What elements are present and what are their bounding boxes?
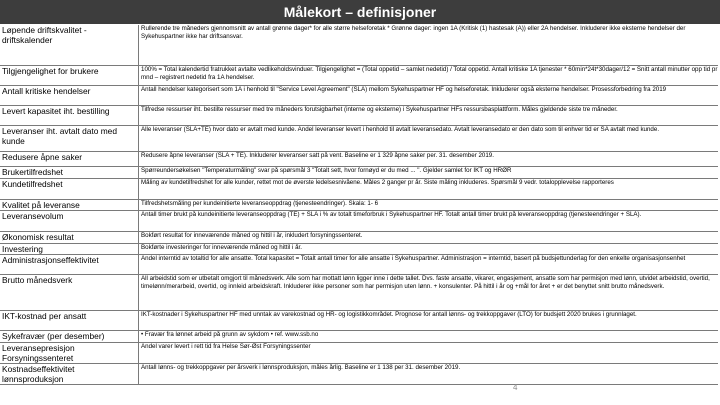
page-number: 4: [513, 383, 518, 392]
slide-title: Målekort – definisjoner: [0, 0, 720, 24]
table-row: [0, 25, 718, 65]
kpi-definition: Andel interntid av totaltid for alle ansatte. Total kapasitet = Totalt antall timer for alle ansatte i Sykehuspartner. Administrasjon = interntid, basert på budsjettunderlag for den enkelte organisasjonsenhet: [139, 254, 719, 274]
table-row: [0, 330, 718, 342]
kpi-definition: • Fravær fra lønnet arbeid på grunn av sykdom • ref. www.ssb.no: [139, 330, 719, 342]
table-row: [0, 274, 718, 310]
kpi-definition: Antall timer brukt på kundeinitierte leveranseoppdrag (TE) + SLA i % av totalt timeforbruk i Sykehuspartner HF. Totalt antall timer brukt på leveranseoppdrag (tjenesteendringer + SLA).: [139, 210, 719, 231]
kpi-definition: Alle leveranser (SLA+TE) hvor dato er avtalt med kunde. Andel leveranser levert i henhold til avtalt leveransedato. Avtalt leveransedato er den dato som til enhver tid er SA avtalt med kunde.: [139, 125, 719, 151]
kpi-definition: IKT-kostnader i Sykehuspartner HF med unntak av varekostnad og HR- og logistikkområdet. Prognose for antall lønns- og trekkoppgaver (LTO) for budsjett 2020 brukes i grunnlaget.: [139, 310, 719, 330]
kpi-term: Investering: [0, 243, 139, 254]
kpi-term: IKT-kostnad per ansatt: [0, 310, 139, 330]
table-row: [0, 85, 718, 105]
kpi-term: Kostnadseffektivitet lønnsproduksjon: [0, 363, 139, 384]
kpi-term: Brukertilfredshet: [0, 166, 139, 178]
kpi-definition: Bokførte investeringer for inneværende måned og hittil i år.: [139, 243, 719, 254]
kpi-definition: Spørreundersøkelsen "Temperaturmåling" svar på spørsmål 3 "Totalt sett, hvor fornøyd er du med ... ". Gjelder samlet for IKT og HRØR: [139, 166, 719, 178]
table-row: [0, 125, 718, 151]
kpi-term: Leveransepresisjon Forsyningssenteret: [0, 342, 139, 363]
table-row: [0, 363, 718, 384]
table-row: [0, 231, 718, 243]
kpi-definition: All arbeidstid som er utbetalt omgjort til månedsverk. Alle som har mottatt lønn ligger inne i dette tallet. Dvs. faste ansatte, vikarer, engasjement, ansatte som har permisjon med lønn, utvidet arbeidstid, overtid, timelønn/merarbeid, overtid, og innleid arbeidskraft. Inkluderer ikke personer som har permisjon uten lønn. + konsulenter. På hittil i år og +mål for året + er det benyttet snitt brutto månedsverk.: [139, 274, 719, 310]
table-row: [0, 178, 718, 199]
kpi-term: Kvalitet på leveranse: [0, 199, 139, 210]
kpi-term: Økonomisk resultat: [0, 231, 139, 243]
table-row: [0, 105, 718, 125]
definitions-table: [0, 25, 718, 385]
kpi-term: Levert kapasitet iht. bestilling: [0, 105, 139, 125]
kpi-term: Leveranser iht. avtalt dato med kunde: [0, 125, 139, 151]
table-row: [0, 310, 718, 330]
kpi-definition: Måling av kundetilfredshet for alle kunder, rettet mot de øverste ledelsesnivåene. Måles 2 ganger pr år. Siste måling inkluderes. Spørsmål 9 vedr. totalopplevelse rapporteres: [139, 178, 719, 199]
table-row: [0, 65, 718, 85]
kpi-definition: Antall hendelser kategorisert som 1A i henhold til "Service Level Agreement" (SLA) mellom Sykehuspartner HF og helseforetak. Inkluderer også eksterne hendelser. Prosessforbedring fra 2019: [139, 85, 719, 105]
kpi-term: Kundetilfredshet: [0, 178, 139, 199]
table-row: [0, 166, 718, 178]
kpi-term: Tilgjengelighet for brukere: [0, 65, 139, 85]
kpi-definition: Andel varer levert i rett tid fra Helse Sør-Øst Forsyningssenter: [139, 342, 719, 363]
kpi-term: Redusere åpne saker: [0, 151, 139, 166]
table-row: [0, 199, 718, 210]
kpi-definition: 100% = Total kalendertid fratrukket avtalte vedlikeholdsvinduer. Tilgjengelighet = (Total oppetid – samlet nedetid) / Total oppetid. Antall kritiske 1A tjenester * 60min*24t*30dager/12 = Snitt antall minutter opp tid pr mnd – registrert nedetid fra 1A hendelser.: [139, 65, 719, 85]
kpi-term: Antall kritiske hendelser: [0, 85, 139, 105]
table-row: [0, 243, 718, 254]
kpi-term: Administrasjonseffektivitet: [0, 254, 139, 274]
kpi-definition: Rullerende tre måneders gjennomsnitt av antall grønne dager* for alle større helseforetak * Grønne dager: ingen 1A (Kritisk (1) hastesak (A)) eller 2A hendelser. Inkluderer ikke eksterne hendelser der Sykehuspartner ikke har driftsansvar.: [139, 25, 719, 65]
kpi-definition: Tilfredshetsmåling per kundeinitierte leveranseoppdrag (tjenesteendringer). Skala: 1- 6: [139, 199, 719, 210]
kpi-definition: Bokført resultat for inneværende måned og hittil i år, inkludert forsyningssenteret.: [139, 231, 719, 243]
kpi-term: Leveransevolum: [0, 210, 139, 231]
kpi-definition: Antall lønns- og trekkoppgaver per årsverk i lønnsproduksjon, måles årlig. Baseline er 1 138 per 31. desember 2019.: [139, 363, 719, 384]
table-row: [0, 254, 718, 274]
kpi-definition: Redusere åpne leveranser (SLA + TE). Inkluderer leveranser satt på vent. Baseline er 1 329 åpne saker per. 31. desember 2019.: [139, 151, 719, 166]
table-row: [0, 342, 718, 363]
table-row: [0, 210, 718, 231]
kpi-term: Løpende driftskvalitet - driftskalender: [0, 25, 139, 65]
kpi-term: Sykefravær (per desember): [0, 330, 139, 342]
kpi-term: Brutto månedsverk: [0, 274, 139, 310]
kpi-definition: Tilfredse ressurser iht. bestilte ressurser med tre måneders forutsigbarhet (interne og eksterne) i Sykehuspartner HFs ressursbasplattform. Måles gjeldende siste tre måneder.: [139, 105, 719, 125]
table-row: [0, 151, 718, 166]
